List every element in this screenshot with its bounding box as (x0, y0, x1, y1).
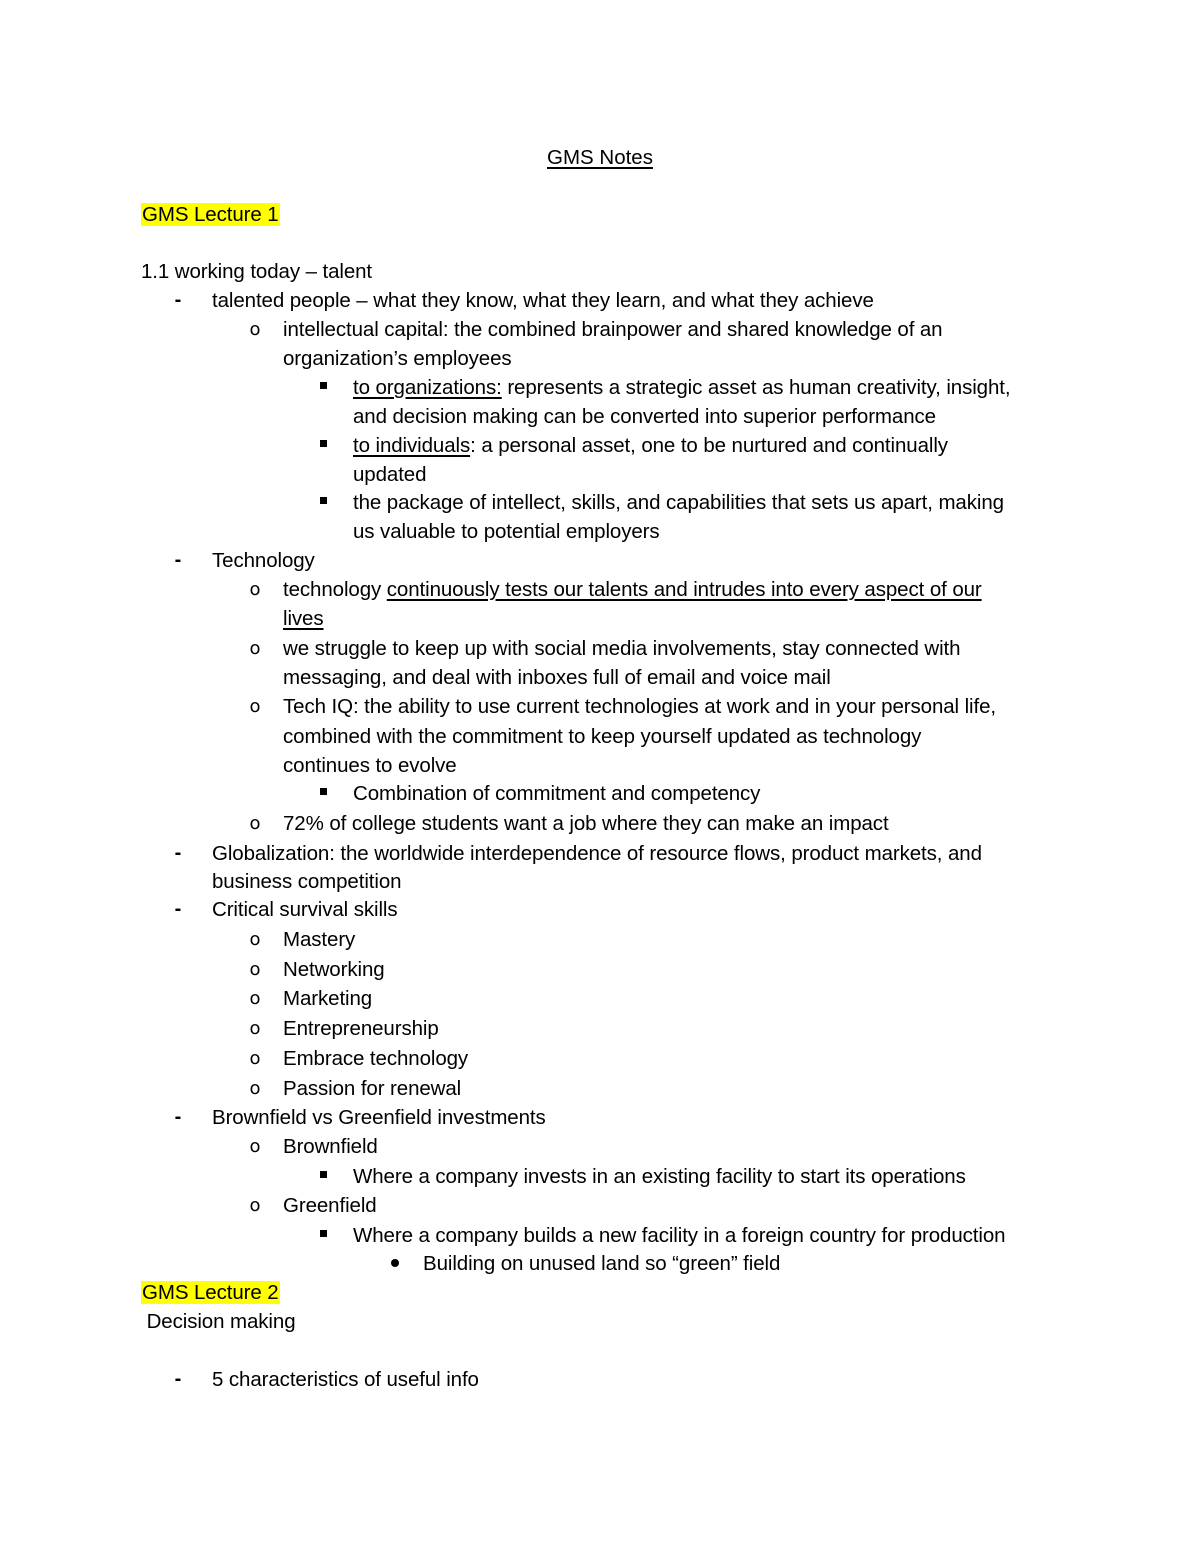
circle-bullet: o (249, 1136, 261, 1157)
greenfield-note: Building on unused land so “green” field (423, 1252, 781, 1275)
circle-bullet: o (249, 1018, 261, 1039)
square-bullet (320, 1171, 327, 1178)
technology-tests-line-2: lives (283, 607, 324, 630)
survival-skills-item: Critical survival skills (212, 898, 398, 921)
technology-item: Technology (212, 549, 315, 572)
greenfield-definition: Where a company builds a new facility in a foreign country for production (353, 1224, 1006, 1247)
survival-skill-passion: Passion for renewal (283, 1077, 462, 1100)
tech-iq-line-2: combined with the commitment to keep yourself updated as technology (283, 725, 922, 748)
to-individuals-line-1: to individuals: a personal asset, one to be nurtured and continually (353, 434, 948, 457)
useful-info-item: 5 characteristics of useful info (212, 1368, 479, 1391)
tech-iq-line-3: continues to evolve (283, 754, 457, 777)
survival-skill-entrepreneurship: Entrepreneurship (283, 1017, 439, 1040)
brownfield-definition: Where a company invests in an existing facility to start its operations (353, 1165, 966, 1188)
social-media-line-1: we struggle to keep up with social media involvements, stay connected with (283, 637, 961, 660)
globalization-line-1: Globalization: the worldwide interdependence of resource flows, product markets, and (212, 842, 982, 865)
package-line-2: us valuable to potential employers (353, 520, 660, 543)
greenfield-item: Greenfield (283, 1194, 377, 1217)
survival-skill-marketing: Marketing (283, 987, 373, 1010)
circle-bullet: o (249, 1078, 261, 1099)
to-organizations-line-1: to organizations: represents a strategic asset as human creativity, insight, (353, 376, 1011, 399)
square-bullet (320, 440, 327, 447)
circle-bullet: o (249, 813, 261, 834)
section-heading-working-today: 1.1 working today – talent (141, 260, 373, 283)
dash-bullet: - (174, 842, 182, 864)
circle-bullet: o (249, 959, 261, 980)
talented-people-item: talented people – what they know, what they learn, and what they achieve (212, 289, 874, 312)
intellectual-capital-line-1: intellectual capital: the combined brainpower and shared knowledge of an (283, 318, 943, 341)
circle-bullet: o (249, 319, 261, 340)
circle-bullet: o (249, 579, 261, 600)
dash-bullet: - (174, 289, 182, 311)
survival-skill-networking: Networking (283, 958, 385, 981)
dash-bullet: - (174, 1368, 182, 1390)
square-bullet (320, 788, 327, 795)
investments-item: Brownfield vs Greenfield investments (212, 1106, 546, 1129)
social-media-line-2: messaging, and deal with inboxes full of email and voice mail (283, 666, 831, 689)
brownfield-item: Brownfield (283, 1135, 378, 1158)
dash-bullet: - (174, 549, 182, 571)
technology-tests-line-1: technology continuously tests our talents and intrudes into every aspect of our (283, 578, 982, 601)
package-line-1: the package of intellect, skills, and capabilities that sets us apart, making (353, 491, 1004, 514)
dash-bullet: - (174, 1106, 182, 1128)
circle-bullet: o (249, 638, 261, 659)
document-title: GMS Notes (547, 146, 653, 169)
circle-bullet: o (249, 696, 261, 717)
survival-skill-mastery: Mastery (283, 928, 356, 951)
decision-making-heading: Decision making (141, 1310, 296, 1333)
tech-iq-line-1: Tech IQ: the ability to use current technologies at work and in your personal life, (283, 695, 997, 718)
circle-bullet: o (249, 1048, 261, 1069)
globalization-line-2: business competition (212, 870, 402, 893)
to-individuals-line-2: updated (353, 463, 427, 486)
survival-skill-embrace-technology: Embrace technology (283, 1047, 469, 1070)
square-bullet (320, 382, 327, 389)
square-bullet (320, 497, 327, 504)
circle-bullet: o (249, 988, 261, 1009)
commitment-competency-item: Combination of commitment and competency (353, 782, 761, 805)
lecture-2-heading: GMS Lecture 2 (142, 1281, 279, 1304)
dash-bullet: - (174, 898, 182, 920)
round-bullet (391, 1259, 399, 1267)
square-bullet (320, 1230, 327, 1237)
circle-bullet: o (249, 929, 261, 950)
circle-bullet: o (249, 1195, 261, 1216)
intellectual-capital-line-2: organization’s employees (283, 347, 512, 370)
lecture-1-heading: GMS Lecture 1 (142, 203, 279, 226)
college-students-item: 72% of college students want a job where they can make an impact (283, 812, 889, 835)
to-organizations-line-2: and decision making can be converted into superior performance (353, 405, 936, 428)
